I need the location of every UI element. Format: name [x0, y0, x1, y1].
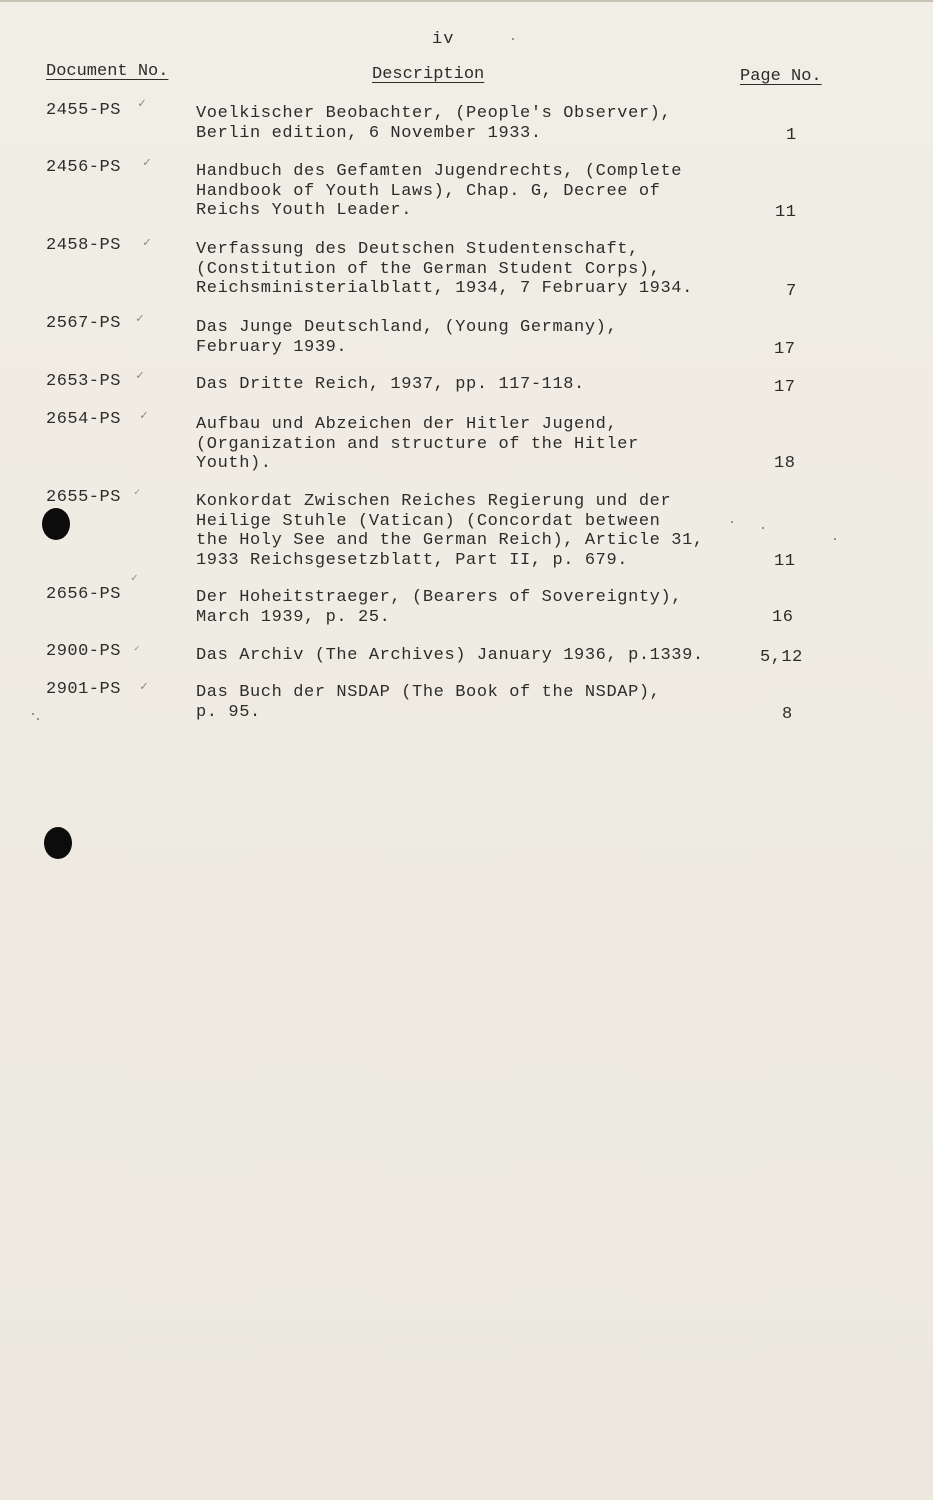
- page-ref: 8: [782, 705, 793, 724]
- check-mark-icon: ✓: [140, 679, 148, 694]
- page-number: iv: [432, 30, 455, 49]
- document-number: 2654-PS: [46, 410, 121, 429]
- check-mark-icon: ✓: [134, 644, 140, 654]
- speck: [762, 527, 764, 529]
- page-ref: 18: [774, 454, 796, 473]
- speck: [731, 521, 733, 523]
- document-number: 2655-PS: [46, 488, 121, 507]
- header-description: Description: [372, 65, 485, 84]
- speck: [834, 538, 836, 540]
- document-number: 2900-PS: [46, 642, 121, 661]
- page-ref: 16: [772, 608, 794, 627]
- description: Das Buch der NSDAP (The Book of the NSDAP), p. 95.: [196, 683, 661, 722]
- check-mark-icon: ✓: [131, 573, 138, 585]
- document-number: 2901-PS: [46, 680, 121, 699]
- description: Konkordat Zwischen Reiches Regierung und der Heilige Stuhle (Vatican) (Concordat between the Holy See and the German Reich), Article 31, 1933 Reichsgesetzblatt, Part II, p. 679.: [196, 492, 704, 570]
- document-number: 2455-PS: [46, 101, 121, 120]
- speck: [512, 38, 514, 40]
- document-number: 2458-PS: [46, 236, 121, 255]
- check-mark-icon: ✓: [136, 368, 144, 383]
- page-ref: 11: [775, 203, 797, 222]
- check-mark-icon: ✓: [136, 311, 144, 326]
- page-ref: 1: [786, 126, 797, 145]
- top-edge: [0, 0, 933, 2]
- header-document-no: Document No.: [46, 62, 169, 81]
- punch-hole-icon: [44, 827, 72, 859]
- description: Handbuch des Gefamten Jugendrechts, (Complete Handbook of Youth Laws), Chap. G, Decree of Reichs Youth Leader.: [196, 162, 683, 220]
- description: Verfassung des Deutschen Studentenschaft, (Constitution of the German Student Corps), Reichsministerialblatt, 1934, 7 February 1934.: [196, 240, 693, 298]
- document-number: 2456-PS: [46, 158, 121, 177]
- description: Aufbau und Abzeichen der Hitler Jugend, (Organization and structure of the Hitler Youth).: [196, 415, 639, 473]
- description: Das Junge Deutschland, (Young Germany), February 1939.: [196, 318, 618, 357]
- page-ref: 17: [774, 340, 796, 359]
- document-number: 2656-PS: [46, 585, 121, 604]
- document-number: 2567-PS: [46, 314, 121, 333]
- page-ref: 11: [774, 552, 796, 571]
- check-mark-icon: ✓: [134, 488, 141, 499]
- page-ref: 7: [786, 282, 797, 301]
- check-mark-icon: ✓: [143, 155, 151, 170]
- page-ref: 5,12: [760, 648, 803, 667]
- document-number: 2653-PS: [46, 372, 121, 391]
- description: Das Archiv (The Archives) January 1936, p.1339.: [196, 646, 704, 665]
- description: Voelkischer Beobachter, (People's Observer), Berlin edition, 6 November 1933.: [196, 104, 672, 143]
- check-mark-icon: ✓: [138, 96, 146, 111]
- header-page-no: Page No.: [740, 67, 822, 86]
- description: Der Hoheitstraeger, (Bearers of Sovereignty), March 1939, p. 25.: [196, 588, 683, 627]
- speck: [37, 718, 39, 720]
- check-mark-icon: ✓: [143, 235, 151, 250]
- description: Das Dritte Reich, 1937, pp. 117-118.: [196, 375, 585, 394]
- page-ref: 17: [774, 378, 796, 397]
- check-mark-icon: ✓: [140, 408, 148, 423]
- punch-hole-icon: [42, 508, 70, 540]
- speck: [32, 713, 34, 715]
